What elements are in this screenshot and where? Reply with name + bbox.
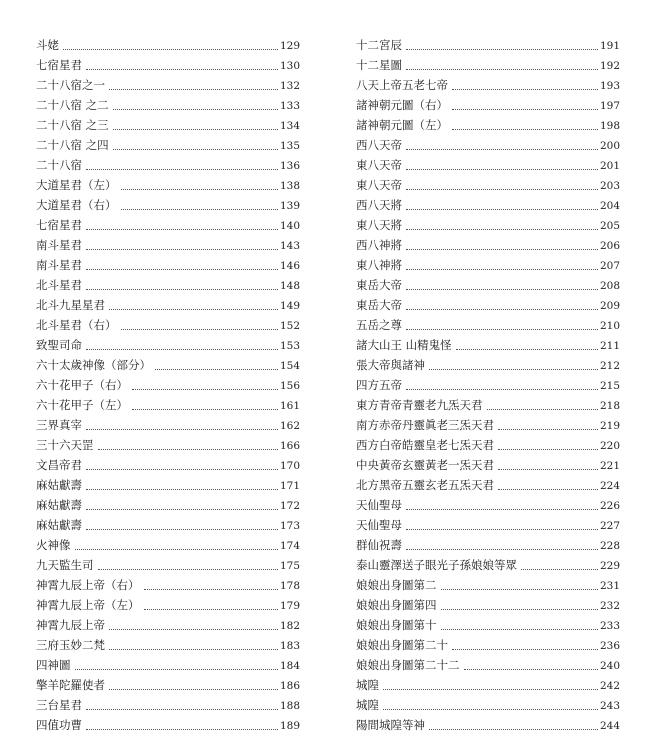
toc-entry-title: 張大帝與諸神 xyxy=(356,358,425,372)
toc-entry-title: 諸大山王 山精鬼怪 xyxy=(356,338,452,352)
toc-entry-page-number: 242 xyxy=(599,680,620,692)
toc-entry-page-number: 189 xyxy=(279,720,300,732)
dot-leader xyxy=(86,489,278,490)
toc-entry[interactable] xyxy=(36,95,300,115)
toc-entry-title: 六十太歲神像（部分） xyxy=(36,358,151,372)
toc-entry-page-number: 182 xyxy=(279,620,300,632)
toc-entry[interactable] xyxy=(36,555,300,575)
toc-entry[interactable] xyxy=(356,515,620,535)
dot-leader xyxy=(406,169,598,170)
toc-entry-title: 二十八宿 之四 xyxy=(36,138,109,152)
toc-entry[interactable] xyxy=(356,175,620,195)
dot-leader xyxy=(441,589,598,590)
dot-leader xyxy=(132,389,278,390)
toc-entry[interactable] xyxy=(356,275,620,295)
toc-entry-title: 泰山靈澤送子眼光子孫娘娘等眾 xyxy=(356,558,517,572)
toc-entry-page-number: 219 xyxy=(599,420,620,432)
toc-entry-title: 二十八宿 之二 xyxy=(36,98,109,112)
toc-entry-page-number: 132 xyxy=(279,80,300,92)
toc-entry-title: 天仙聖母 xyxy=(356,518,402,532)
toc-entry[interactable] xyxy=(36,415,300,435)
dot-leader xyxy=(121,189,278,190)
toc-entry[interactable] xyxy=(36,575,300,595)
toc-entry-page-number: 200 xyxy=(599,140,620,152)
dot-leader xyxy=(86,289,278,290)
dot-leader xyxy=(86,709,278,710)
toc-entry-title: 中央黃帝玄靈黃老一炁天君 xyxy=(356,458,494,472)
dot-leader xyxy=(406,269,598,270)
toc-entry-title: 三十六天罡 xyxy=(36,438,94,452)
dot-leader xyxy=(452,89,598,90)
toc-right-column xyxy=(356,35,620,735)
toc-entry-page-number: 143 xyxy=(279,240,300,252)
toc-entry[interactable] xyxy=(356,235,620,255)
toc-entry[interactable] xyxy=(36,715,300,735)
toc-entry-page-number: 191 xyxy=(599,40,620,52)
toc-entry-title: 城隍 xyxy=(356,698,379,712)
toc-entry[interactable] xyxy=(356,355,620,375)
dot-leader xyxy=(109,89,278,90)
toc-entry-page-number: 211 xyxy=(599,340,620,352)
dot-leader xyxy=(113,109,278,110)
dot-leader xyxy=(452,649,598,650)
dot-leader xyxy=(109,309,278,310)
toc-entry[interactable] xyxy=(36,55,300,75)
toc-entry[interactable] xyxy=(356,455,620,475)
toc-entry-page-number: 203 xyxy=(599,180,620,192)
toc-entry[interactable] xyxy=(36,435,300,455)
dot-leader xyxy=(464,669,598,670)
toc-entry-title: 七宿星君 xyxy=(36,58,82,72)
toc-entry[interactable] xyxy=(36,655,300,675)
toc-entry[interactable] xyxy=(36,455,300,475)
toc-entry-title: 五岳之尊 xyxy=(356,318,402,332)
toc-entry[interactable] xyxy=(356,215,620,235)
toc-entry-title: 群仙祝壽 xyxy=(356,538,402,552)
toc-entry[interactable] xyxy=(36,135,300,155)
toc-entry[interactable] xyxy=(356,395,620,415)
toc-entry-page-number: 133 xyxy=(279,100,300,112)
toc-entry[interactable] xyxy=(356,155,620,175)
dot-leader xyxy=(487,409,598,410)
dot-leader xyxy=(144,609,278,610)
toc-entry-page-number: 197 xyxy=(599,100,620,112)
toc-entry-title: 九天監生司 xyxy=(36,558,94,572)
toc-entry-page-number: 210 xyxy=(599,320,620,332)
toc-entry-page-number: 173 xyxy=(279,520,300,532)
toc-entry-page-number: 188 xyxy=(279,700,300,712)
toc-entry-title: 麻姑獻壽 xyxy=(36,478,82,492)
toc-entry-title: 娘娘出身圖第二十 xyxy=(356,638,448,652)
toc-entry[interactable] xyxy=(36,355,300,375)
toc-entry-title: 四神圖 xyxy=(36,658,71,672)
toc-entry-title: 南方赤帝丹靈眞老三炁天君 xyxy=(356,418,494,432)
toc-entry[interactable] xyxy=(36,335,300,355)
toc-entry-page-number: 212 xyxy=(599,360,620,372)
dot-leader xyxy=(406,549,598,550)
toc-entry[interactable] xyxy=(356,695,620,715)
dot-leader xyxy=(109,649,278,650)
toc-entry[interactable] xyxy=(36,155,300,175)
toc-entry-page-number: 138 xyxy=(279,180,300,192)
toc-entry[interactable] xyxy=(356,75,620,95)
toc-entry-title: 二十八宿之一 xyxy=(36,78,105,92)
toc-entry[interactable] xyxy=(356,595,620,615)
dot-leader xyxy=(498,429,598,430)
dot-leader xyxy=(452,109,598,110)
toc-entry[interactable] xyxy=(36,515,300,535)
dot-leader xyxy=(86,529,278,530)
toc-entry-title: 西八天將 xyxy=(356,198,402,212)
toc-entry-title: 火神像 xyxy=(36,538,71,552)
toc-entry[interactable] xyxy=(356,615,620,635)
toc-entry-page-number: 192 xyxy=(599,60,620,72)
toc-entry-page-number: 183 xyxy=(279,640,300,652)
toc-entry-title: 北方黑帝五靈玄老五炁天君 xyxy=(356,478,494,492)
toc-entry-page-number: 152 xyxy=(279,320,300,332)
toc-entry[interactable] xyxy=(36,295,300,315)
dot-leader xyxy=(406,69,598,70)
toc-entry-title: 大道星君（右） xyxy=(36,198,117,212)
toc-left-column xyxy=(36,35,300,735)
dot-leader xyxy=(429,729,598,730)
dot-leader xyxy=(498,449,598,450)
dot-leader xyxy=(98,449,278,450)
toc-entry[interactable] xyxy=(36,35,300,55)
toc-entry-page-number: 205 xyxy=(599,220,620,232)
toc-entry-title: 城隍 xyxy=(356,678,379,692)
toc-entry[interactable] xyxy=(356,415,620,435)
dot-leader xyxy=(63,49,278,50)
dot-leader xyxy=(498,469,598,470)
toc-entry-page-number: 139 xyxy=(279,200,300,212)
toc-entry-page-number: 201 xyxy=(599,160,620,172)
toc-entry[interactable] xyxy=(356,255,620,275)
dot-leader xyxy=(406,149,598,150)
toc-entry[interactable] xyxy=(36,275,300,295)
toc-entry-title: 西八天帝 xyxy=(356,138,402,152)
dot-leader xyxy=(406,309,598,310)
dot-leader xyxy=(86,229,278,230)
toc-entry-page-number: 243 xyxy=(599,700,620,712)
dot-leader xyxy=(86,349,278,350)
toc-entry-title: 東八天帝 xyxy=(356,158,402,172)
toc-entry-page-number: 193 xyxy=(599,80,620,92)
toc-entry-page-number: 154 xyxy=(279,360,300,372)
dot-leader xyxy=(155,369,278,370)
toc-entry-page-number: 178 xyxy=(279,580,300,592)
toc-entry-page-number: 233 xyxy=(599,620,620,632)
dot-leader xyxy=(383,709,598,710)
toc-entry[interactable] xyxy=(356,135,620,155)
toc-entry-title: 東方青帝青靈老九炁天君 xyxy=(356,398,483,412)
toc-entry-page-number: 232 xyxy=(599,600,620,612)
toc-entry-page-number: 166 xyxy=(279,440,300,452)
toc-entry-page-number: 186 xyxy=(279,680,300,692)
toc-entry-page-number: 174 xyxy=(279,540,300,552)
dot-leader xyxy=(406,49,598,50)
dot-leader xyxy=(86,169,278,170)
toc-entry-title: 南斗星君 xyxy=(36,238,82,252)
toc-entry-page-number: 204 xyxy=(599,200,620,212)
dot-leader xyxy=(406,509,598,510)
dot-leader xyxy=(86,269,278,270)
toc-entry[interactable] xyxy=(36,595,300,615)
toc-entry-page-number: 149 xyxy=(279,300,300,312)
toc-entry-title: 娘娘出身圖第十 xyxy=(356,618,437,632)
toc-entry[interactable] xyxy=(36,615,300,635)
toc-entry-title: 諸神朝元圖（右） xyxy=(356,98,448,112)
dot-leader xyxy=(521,569,598,570)
toc-entry[interactable] xyxy=(356,495,620,515)
toc-entry[interactable] xyxy=(36,375,300,395)
toc-entry[interactable] xyxy=(36,115,300,135)
dot-leader xyxy=(75,669,278,670)
dot-leader xyxy=(86,509,278,510)
toc-entry-page-number: 146 xyxy=(279,260,300,272)
toc-entry[interactable] xyxy=(356,635,620,655)
toc-entry-title: 諸神朝元圖（左） xyxy=(356,118,448,132)
toc-entry-page-number: 208 xyxy=(599,280,620,292)
toc-entry[interactable] xyxy=(36,235,300,255)
toc-entry[interactable] xyxy=(356,435,620,455)
toc-entry-title: 南斗星君 xyxy=(36,258,82,272)
dot-leader xyxy=(121,329,278,330)
toc-entry-title: 北斗星君（右） xyxy=(36,318,117,332)
toc-entry-title: 十二星圖 xyxy=(356,58,402,72)
toc-entry-title: 東岳大帝 xyxy=(356,298,402,312)
toc-entry-page-number: 153 xyxy=(279,340,300,352)
toc-entry-page-number: 228 xyxy=(599,540,620,552)
toc-entry-title: 文昌帝君 xyxy=(36,458,82,472)
toc-entry-title: 六十花甲子（右） xyxy=(36,378,128,392)
toc-entry-page-number: 162 xyxy=(279,420,300,432)
toc-entry[interactable] xyxy=(36,215,300,235)
toc-entry-page-number: 218 xyxy=(599,400,620,412)
dot-leader xyxy=(406,209,598,210)
toc-entry-page-number: 231 xyxy=(599,580,620,592)
toc-entry-page-number: 170 xyxy=(279,460,300,472)
dot-leader xyxy=(441,609,598,610)
toc-entry-page-number: 129 xyxy=(279,40,300,52)
dot-leader xyxy=(406,389,598,390)
dot-leader xyxy=(406,189,598,190)
dot-leader xyxy=(132,409,278,410)
toc-entry-page-number: 198 xyxy=(599,120,620,132)
dot-leader xyxy=(406,529,598,530)
toc-entry-title: 神霄九辰上帝（左） xyxy=(36,598,140,612)
toc-entry-page-number: 229 xyxy=(599,560,620,572)
toc-entry-title: 六十花甲子（左） xyxy=(36,398,128,412)
dot-leader xyxy=(406,229,598,230)
toc-entry-page-number: 175 xyxy=(279,560,300,572)
toc-entry[interactable] xyxy=(36,635,300,655)
toc-entry-title: 麻姑獻壽 xyxy=(36,498,82,512)
dot-leader xyxy=(406,329,598,330)
toc-entry-title: 西方白帝皓靈皇老七炁天君 xyxy=(356,438,494,452)
dot-leader xyxy=(86,249,278,250)
toc-entry-page-number: 136 xyxy=(279,160,300,172)
toc-entry-title: 東岳大帝 xyxy=(356,278,402,292)
dot-leader xyxy=(86,69,278,70)
toc-entry[interactable] xyxy=(36,315,300,335)
toc-entry-title: 東八天將 xyxy=(356,218,402,232)
dot-leader xyxy=(113,149,278,150)
toc-entry[interactable] xyxy=(356,35,620,55)
toc-entry[interactable] xyxy=(356,715,620,735)
toc-entry-page-number: 244 xyxy=(599,720,620,732)
toc-entry-title: 三府玉妙二梵 xyxy=(36,638,105,652)
dot-leader xyxy=(109,689,278,690)
toc-entry-page-number: 215 xyxy=(599,380,620,392)
toc-entry-page-number: 156 xyxy=(279,380,300,392)
toc-entry-page-number: 209 xyxy=(599,300,620,312)
toc-entry-page-number: 240 xyxy=(599,660,620,672)
dot-leader xyxy=(144,589,278,590)
toc-entry[interactable] xyxy=(356,475,620,495)
toc-entry[interactable] xyxy=(36,395,300,415)
toc-entry-page-number: 184 xyxy=(279,660,300,672)
toc-entry-page-number: 135 xyxy=(279,140,300,152)
toc-entry[interactable] xyxy=(356,115,620,135)
dot-leader xyxy=(456,349,598,350)
toc-entry-title: 擎羊陀羅使者 xyxy=(36,678,105,692)
toc-entry-title: 東八天帝 xyxy=(356,178,402,192)
toc-entry-page-number: 220 xyxy=(599,440,620,452)
dot-leader xyxy=(441,629,598,630)
toc-entry-page-number: 130 xyxy=(279,60,300,72)
toc-entry[interactable] xyxy=(356,655,620,675)
toc-entry-title: 麻姑獻壽 xyxy=(36,518,82,532)
toc-entry-title: 致聖司命 xyxy=(36,338,82,352)
toc-entry-title: 娘娘出身圖第四 xyxy=(356,598,437,612)
toc-entry[interactable] xyxy=(36,195,300,215)
toc-entry[interactable] xyxy=(356,195,620,215)
toc-entry-title: 二十八宿 之三 xyxy=(36,118,109,132)
toc-entry-title: 陽間城隍等神 xyxy=(356,718,425,732)
toc-entry-title: 四方五帝 xyxy=(356,378,402,392)
toc-entry-title: 四值功曹 xyxy=(36,718,82,732)
toc-entry[interactable] xyxy=(356,335,620,355)
toc-entry-page-number: 207 xyxy=(599,260,620,272)
toc-entry-page-number: 140 xyxy=(279,220,300,232)
toc-entry[interactable] xyxy=(36,255,300,275)
toc-entry[interactable] xyxy=(36,695,300,715)
toc-entry-page-number: 161 xyxy=(279,400,300,412)
dot-leader xyxy=(109,629,278,630)
toc-entry[interactable] xyxy=(356,575,620,595)
toc-entry-title: 神霄九辰上帝（右） xyxy=(36,578,140,592)
dot-leader xyxy=(429,369,598,370)
toc-entry-title: 八天上帝五老七帝 xyxy=(356,78,448,92)
toc-entry-page-number: 134 xyxy=(279,120,300,132)
toc-entry[interactable] xyxy=(356,95,620,115)
dot-leader xyxy=(86,429,278,430)
toc-entry-title: 二十八宿 xyxy=(36,158,82,172)
toc-entry[interactable] xyxy=(36,75,300,95)
toc-entry-title: 神霄九辰上帝 xyxy=(36,618,105,632)
toc-entry-title: 娘娘出身圖第二 xyxy=(356,578,437,592)
toc-entry-page-number: 179 xyxy=(279,600,300,612)
dot-leader xyxy=(383,689,598,690)
toc-entry[interactable] xyxy=(356,295,620,315)
toc-entry-page-number: 172 xyxy=(279,500,300,512)
dot-leader xyxy=(98,569,278,570)
toc-entry-page-number: 227 xyxy=(599,520,620,532)
toc-entry-page-number: 236 xyxy=(599,640,620,652)
dot-leader xyxy=(86,469,278,470)
toc-entry-page-number: 148 xyxy=(279,280,300,292)
toc-entry-title: 斗姥 xyxy=(36,38,59,52)
dot-leader xyxy=(75,549,278,550)
toc-entry-page-number: 206 xyxy=(599,240,620,252)
toc-entry-title: 天仙聖母 xyxy=(356,498,402,512)
toc-entry[interactable] xyxy=(356,315,620,335)
toc-entry-page-number: 221 xyxy=(599,460,620,472)
toc-entry-title: 七宿星君 xyxy=(36,218,82,232)
dot-leader xyxy=(406,289,598,290)
toc-entry[interactable] xyxy=(356,535,620,555)
toc-entry-title: 三台星君 xyxy=(36,698,82,712)
toc-entry-title: 北斗星君 xyxy=(36,278,82,292)
toc-entry-page-number: 171 xyxy=(279,480,300,492)
toc-entry-title: 西八神將 xyxy=(356,238,402,252)
toc-entry-page-number: 224 xyxy=(599,480,620,492)
toc-entry-title: 三界真宰 xyxy=(36,418,82,432)
toc-entry-title: 娘娘出身圖第二十二 xyxy=(356,658,460,672)
dot-leader xyxy=(498,489,598,490)
toc-entry[interactable] xyxy=(36,475,300,495)
dot-leader xyxy=(86,729,278,730)
toc-entry[interactable] xyxy=(36,675,300,695)
dot-leader xyxy=(121,209,278,210)
toc-entry-title: 北斗九星星君 xyxy=(36,298,105,312)
dot-leader xyxy=(452,129,598,130)
toc-entry-title: 東八神將 xyxy=(356,258,402,272)
toc-entry[interactable] xyxy=(356,375,620,395)
dot-leader xyxy=(113,129,278,130)
toc-entry[interactable] xyxy=(356,555,620,575)
toc-entry[interactable] xyxy=(36,175,300,195)
toc-entry-title: 大道星君（左） xyxy=(36,178,117,192)
toc-entry[interactable] xyxy=(356,675,620,695)
toc-entry-title: 十二宮辰 xyxy=(356,38,402,52)
toc-entry[interactable] xyxy=(36,535,300,555)
toc-entry-page-number: 226 xyxy=(599,500,620,512)
toc-entry[interactable] xyxy=(356,55,620,75)
dot-leader xyxy=(406,249,598,250)
toc-entry[interactable] xyxy=(36,495,300,515)
